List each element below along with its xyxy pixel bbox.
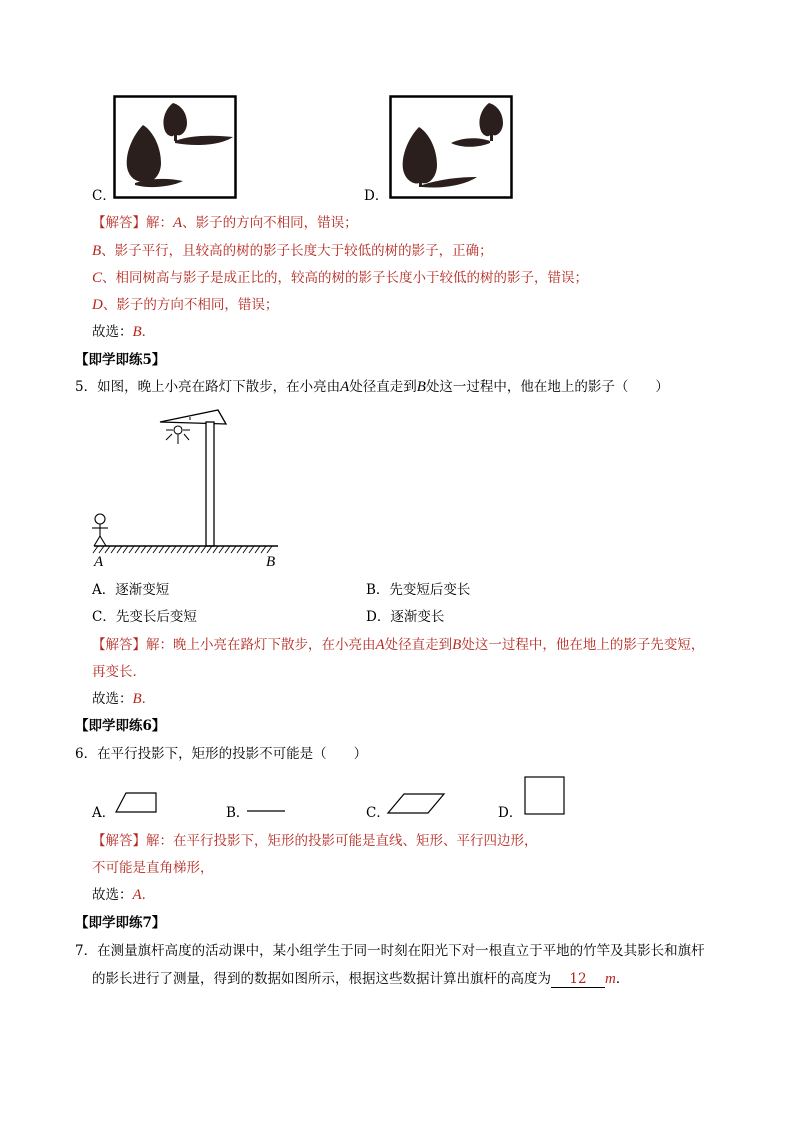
solution-tag: 【解答】 bbox=[92, 833, 146, 849]
figure-c-trees bbox=[113, 95, 237, 199]
q5-solution-line-2: 再变长． bbox=[92, 664, 146, 680]
ground-hatch bbox=[255, 546, 260, 553]
q7-heading: 【即学即练7】 bbox=[75, 915, 166, 931]
q6-solution-line-1: 【解答】解：在平行投影下，矩形的投影可能是直线、矩形、平行四边形， bbox=[92, 833, 538, 849]
q6-solution-line-2: 不可能是直角梯形， bbox=[92, 860, 214, 876]
q6-heading: 【即学即练6】 bbox=[75, 718, 166, 734]
ground-hatch bbox=[195, 546, 200, 553]
q6-option-b-label: B． bbox=[226, 805, 250, 821]
q5-option-c: C．先变长后变短 bbox=[92, 609, 197, 625]
streetlight-figure bbox=[86, 404, 286, 576]
q7-stem-line-2: 的影长进行了测量，得到的数据如图所示，根据这些数据计算出旗杆的高度为 12 m． bbox=[92, 971, 630, 987]
solution-tag: 【解答】 bbox=[92, 215, 146, 231]
ground-hatch bbox=[117, 546, 122, 553]
ground-hatch bbox=[111, 546, 116, 553]
ground-hatch bbox=[171, 546, 176, 553]
ground-hatch bbox=[123, 546, 128, 553]
ground-hatch bbox=[93, 546, 98, 553]
answer-blank: 12 bbox=[551, 971, 605, 988]
q5-answer: 故选：B． bbox=[92, 691, 156, 707]
ground-hatch bbox=[207, 546, 212, 553]
ground-hatch bbox=[165, 546, 170, 553]
parallelogram-shape bbox=[386, 792, 446, 816]
q5-option-b: B．先变短后变长 bbox=[366, 582, 471, 598]
option-c-label: C． bbox=[92, 188, 116, 204]
ground-hatch bbox=[267, 546, 272, 553]
q4-solution-line-2: B、影子平行，且较高的树的影子长度大于较低的树的影子，正确； bbox=[92, 243, 493, 259]
q6-option-c-label: C． bbox=[366, 805, 390, 821]
lamp-bulb bbox=[174, 426, 182, 434]
q5-option-d: D．逐渐变长 bbox=[366, 609, 445, 625]
q4-solution-line-4: D、影子的方向不相同，错误； bbox=[92, 297, 279, 313]
ground-hatch bbox=[141, 546, 146, 553]
ground-hatch bbox=[237, 546, 242, 553]
q6-option-a-label: A． bbox=[92, 805, 116, 821]
ground-hatch bbox=[183, 546, 188, 553]
q5-option-a: A．逐渐变短 bbox=[92, 582, 170, 598]
line-segment-shape bbox=[246, 808, 286, 814]
ground-hatch bbox=[225, 546, 230, 553]
ground-hatch bbox=[243, 546, 248, 553]
ground-hatch bbox=[213, 546, 218, 553]
point-b-label: B bbox=[266, 554, 276, 570]
ground-hatch bbox=[201, 546, 206, 553]
option-d-label: D． bbox=[364, 188, 389, 204]
point-a-label: A bbox=[94, 554, 104, 570]
q5-stem: 5．如图，晚上小亮在路灯下散步，在小亮由A处径直走到B处这一过程中，他在地上的影子（ ） bbox=[75, 379, 669, 395]
ground-hatch bbox=[129, 546, 134, 553]
q6-answer: 故选：A． bbox=[92, 887, 156, 903]
ground-hatch bbox=[147, 546, 152, 553]
q4-solution-line-3: C、相同树高与影子是成正比的，较高的树的影子长度小于较低的树的影子，错误； bbox=[92, 270, 589, 286]
figure-d-trees bbox=[389, 95, 513, 199]
q4-answer: 故选：B． bbox=[92, 324, 156, 340]
q5-solution-line-1: 【解答】解：晚上小亮在路灯下散步，在小亮由A处径直走到B处这一过程中，他在地上的影子先变短， bbox=[92, 637, 705, 653]
q5-heading: 【即学即练5】 bbox=[75, 352, 166, 368]
ground-hatch bbox=[159, 546, 164, 553]
ground-hatch bbox=[153, 546, 158, 553]
ground-hatch bbox=[261, 546, 266, 553]
ground-hatch bbox=[177, 546, 182, 553]
ground-hatch bbox=[105, 546, 110, 553]
q6-stem: 6．在平行投影下，矩形的投影不可能是（ ） bbox=[75, 746, 368, 762]
q6-option-d-label: D． bbox=[498, 805, 523, 821]
q7-stem-line-1: 7．在测量旗杆高度的活动课中，某小组学生于同一时刻在阳光下对一根直立于平地的竹竿及其影长和旗杆 bbox=[75, 943, 705, 959]
ground-hatch bbox=[135, 546, 140, 553]
ground-hatch bbox=[249, 546, 254, 553]
ground-hatch bbox=[189, 546, 194, 553]
ground-hatch bbox=[231, 546, 236, 553]
rectangle-shape bbox=[524, 776, 566, 816]
ground-hatch bbox=[219, 546, 224, 553]
solution-tag: 【解答】 bbox=[92, 637, 146, 653]
q4-solution-line-1: 【解答】解：A、影子的方向不相同，错误； bbox=[92, 215, 358, 231]
ground-hatch bbox=[99, 546, 104, 553]
right-trapezoid-shape bbox=[114, 790, 160, 816]
